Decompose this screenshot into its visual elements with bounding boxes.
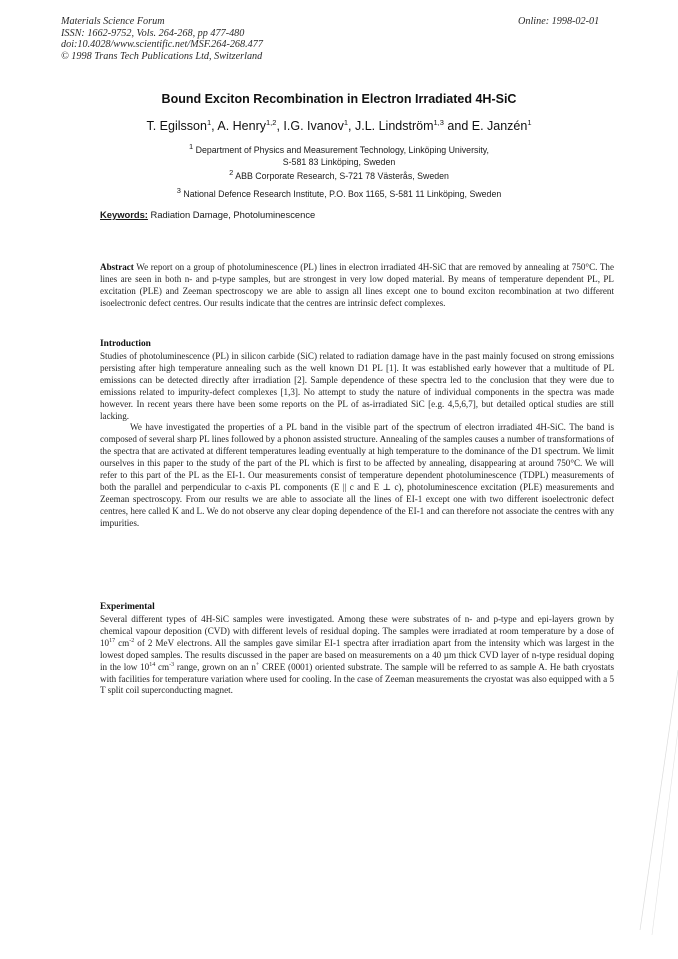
e-parallel-c: E || c — [333, 481, 354, 492]
journal-header — [61, 16, 263, 62]
abstract-label: Abstract — [100, 262, 134, 272]
author-name: J.L. Lindström — [354, 119, 434, 134]
affiliation-3: $^3$ National Defence Research Institute, P.O. Box 1165, S-581 11 Linköping, Sweden — [176, 186, 502, 199]
online-date: Online: 1998-02-01 — [518, 16, 600, 27]
keywords — [100, 209, 315, 220]
introduction-heading: Introduction — [100, 339, 151, 349]
issn-line: ISSN: 1662-9752, Vols. 264-268, pp 477-480 — [61, 27, 245, 39]
paper-title: Bound Exciton Recombination in Electron Irradiated 4H-SiC — [161, 92, 517, 106]
affiliation-2: $^2$ ABB Corporate Research, S-721 78 Västerås, Sweden — [229, 168, 449, 181]
introduction-section — [100, 351, 614, 530]
experimental-heading: Experimental — [100, 602, 155, 612]
author-list: T. Egilsson$^1$, A. Henry$^{1,2}$, I.G. Ivanov$^1$, J.L. Lindström$^{1,3}$ and E. Janzén$^1$ — [146, 118, 532, 134]
e-perp-c: E ⊥ c — [373, 481, 399, 492]
abstract-section — [100, 262, 614, 310]
journal-name: Materials Science Forum — [61, 16, 165, 27]
experimental-paragraph: Several different types of 4H-SiC samples were investigated. Among these were substrates of n- and p-type and epi-layers grown by chemical vapour deposition (CVD) with different levels of residual doping. The samples were irradiated at room temperature by a dose of $10^{17}$ $cm^{-2}$ of 2 MeV electrons. All the samples gave similar EI-1 spectra after irradiation apart from the intensity which was largest in the lowest doped samples. The results discussed in the paper are based on measurements on a 40 µm thick CVD layer of n-type residual doping in the low $10^{14}$ $cm^{-3}$ range, grown on an n+ CREE (0001) oriented substrate. The sample will be referred to as sample A. He bath cryostats with facilities for temperature variation where used for cooling. In the case of Zeeman measurements the cryostat was also equipped with a 5 T split coil superconducting magnet. — [100, 614, 614, 696]
author-name: A. Henry — [217, 119, 267, 134]
scan-artifact — [638, 660, 678, 940]
keywords-label: Keywords: — [100, 209, 148, 220]
abstract-text: We report on a group of photoluminescence (PL) lines in electron irradiated 4H-SiC that are removed by annealing at 750°C. The lines are seen in both n- and p-type samples, but are strongest in very low doped material. By means of temperature dependent PL, PL excitation (PLE) and Zeeman spectroscopy we are able to assign all lines except one to bound exciton recombination at two different isoelectronic defect centres. Our results indicate that the centres are intrinsic defect complexes. — [100, 262, 614, 308]
keywords-text: Radiation Damage, Photoluminescence — [147, 209, 316, 220]
author-name: I.G. Ivanov — [283, 119, 344, 134]
intro-paragraph-1: Studies of photoluminescence (PL) in silicon carbide (SiC) related to radiation damage have in the past mainly focused on strong emissions persisting after high temperature annealing such as the well known D1 PL [1]. It was established early however that a multitude of PL emissions can be detected directly after irradiation [2]. Sample dependence of these spectra led to the conclusion that they were due to emissions related to impurity-defect complexes [1,3]. No attempt to study the nature of individual components in the spectra was made however. In recent years there have been some reports on the PL of as-irradiated SiC [e.g. 4,5,6,7], but detailed optical studies are still lacking. — [100, 351, 614, 421]
author-name: E. Janzén — [471, 119, 528, 134]
author-name: T. Egilsson — [146, 119, 207, 134]
copyright-line: © 1998 Trans Tech Publications Ltd, Switzerland — [61, 50, 263, 62]
affiliation-1: $^1$ Department of Physics and Measurement Technology, Linköping University, S-581 83 Linköping, Sweden — [188, 142, 489, 167]
doi-line: doi:10.4028/www.scientific.net/MSF.264-268.477 — [61, 39, 263, 50]
experimental-section — [100, 614, 614, 697]
intro-paragraph-2: We have investigated the properties of a PL band in the visible part of the spectrum of electron irradiated 4H-SiC. The band is composed of several sharp PL lines followed by a phonon assisted structure. Annealing of the samples causes a number of transformations of the spectra that are activated at different temperatures leading eventually at high temperature to the dominance of the D1 spectrum. We limit ourselves in this paper to the study of the part of the PL which is first to be affected by annealing, disappearing at around 750°C. We will refer to this part of the PL as the EI-1. Our measurements consist of temperature dependent photoluminescence (TDPL) measurements of both the parallel and perpendicular to c-axis PL components (E || c and E ⊥ c), photoluminescence excitation (PLE) measurements and Zeeman spectroscopy. From our results we are able to associate all the lines of EI-1 except one with two different isoelectronic defect centres, here called K and L. We do not observe any clear doping dependence of the EI-1 and can therefore not associate the centres with any impurities. — [100, 422, 614, 528]
